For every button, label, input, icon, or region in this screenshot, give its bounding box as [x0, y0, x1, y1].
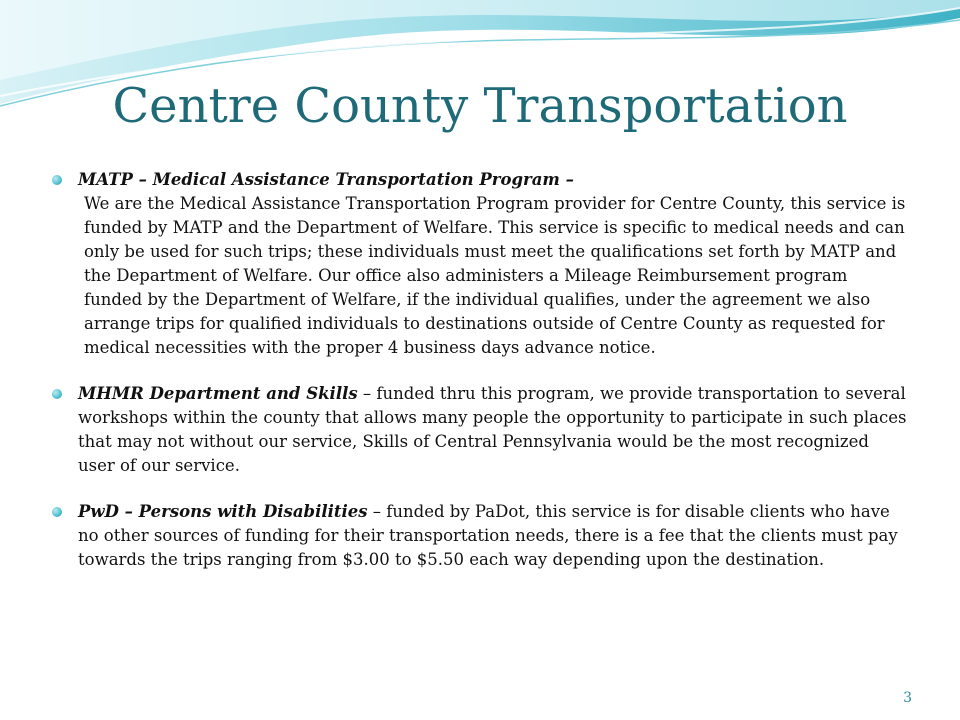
bullet-icon — [52, 507, 62, 517]
item-lead: MATP – Medical Assistance Transportation Program – — [78, 170, 574, 189]
item-text: – funded thru this program, we provide transportation to several workshops within the county that allows many people the opportunity to participate in such places that may not without our service, Skills of Central Pennsylvania would be the most recognized user of our service. — [78, 384, 907, 475]
item-lead: PwD – Persons with Disabilities — [78, 502, 368, 521]
bullet-list — [50, 168, 910, 594]
bullet-icon — [52, 175, 62, 185]
list-item-matp — [50, 168, 910, 360]
list-item-mhmr — [50, 382, 910, 478]
item-text: – funded by PaDot, this service is for disable clients who have no other sources of funding for their transportation needs, there is a fee that the clients must pay towards the trips ranging from $3.00 to $5.50 each way depending upon the destination. — [78, 502, 898, 569]
list-item-pwd — [50, 500, 910, 572]
bullet-icon — [52, 389, 62, 399]
page-number: 3 — [903, 690, 912, 706]
slide-title: Centre County Transportation — [112, 78, 848, 134]
item-text: We are the Medical Assistance Transportation Program provider for Centre County, this service is funded by MATP and the Department of Welfare. This service is specific to medical needs and can only be used for such trips; these individuals must meet the qualifications set forth by MATP and the Department of Welfare. Our office also administers a Mileage Reimbursement program funded by the Department of Welfare, if the individual qualifies, under the agreement we also arrange trips for qualified individuals to destinations outside of Centre County as requested for medical necessities with the proper 4 business days advance notice. — [84, 194, 906, 357]
item-lead: MHMR Department and Skills — [78, 384, 358, 403]
